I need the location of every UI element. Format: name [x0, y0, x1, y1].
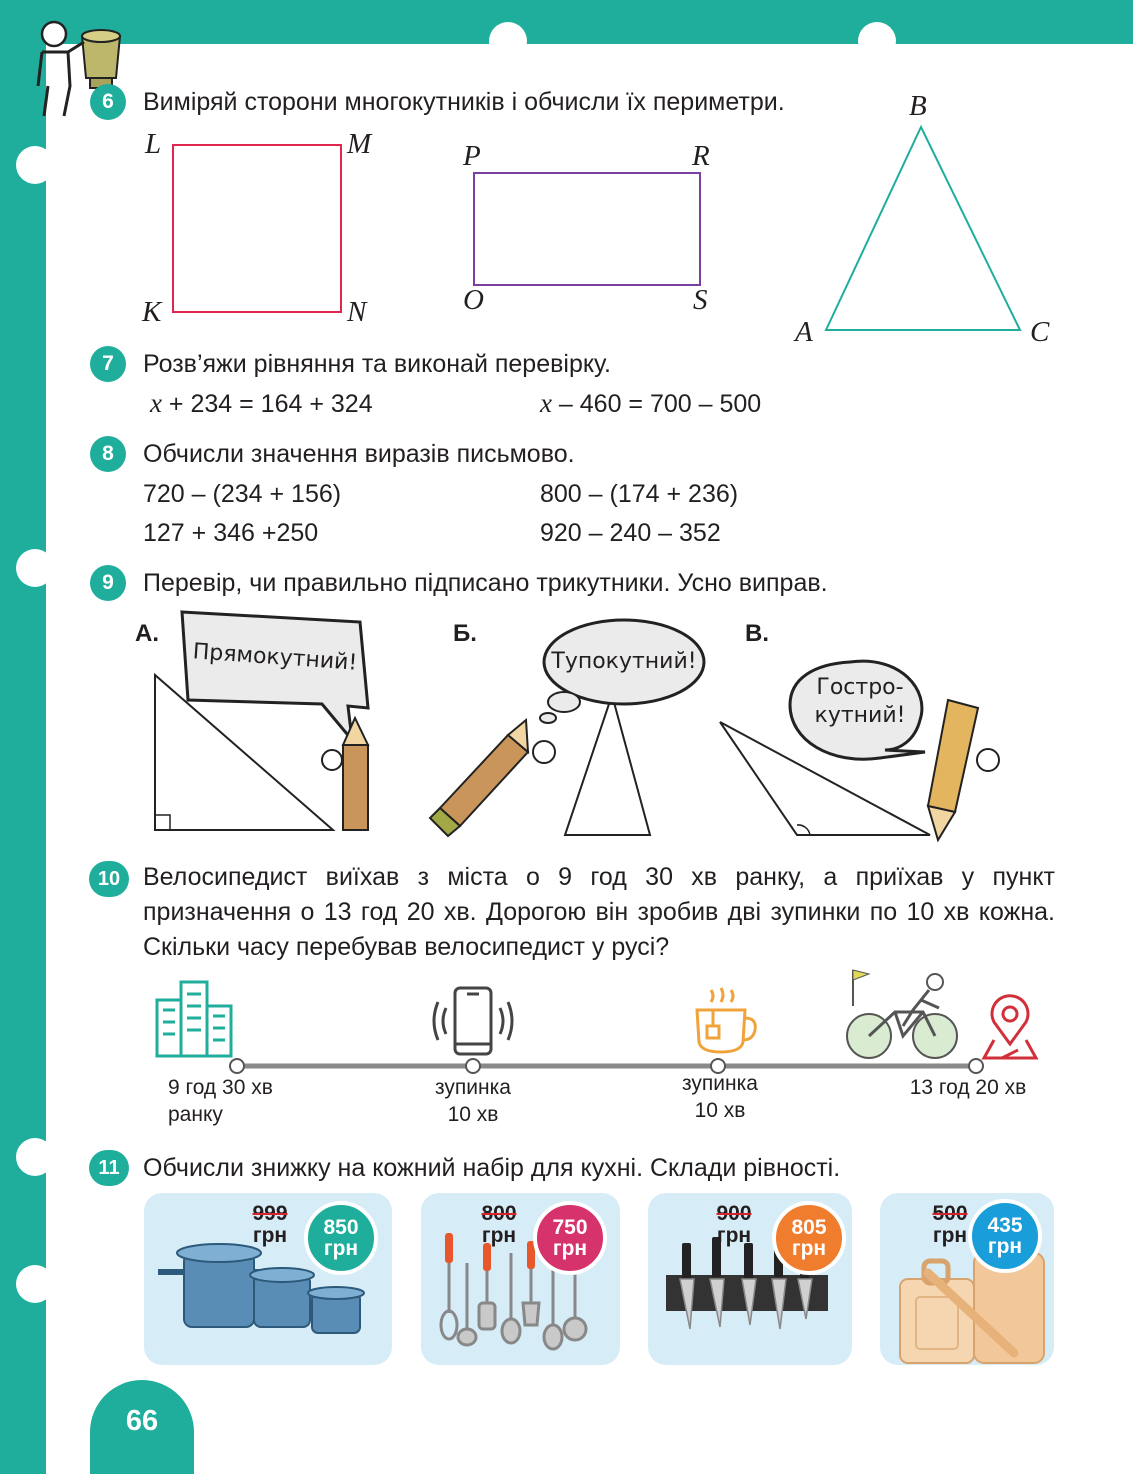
old-price: 999 грн	[252, 1202, 288, 1247]
vertex-label: K	[142, 296, 162, 328]
option-label: В.	[745, 620, 769, 647]
vertex-label: A	[795, 316, 813, 348]
vertex-label: S	[693, 284, 708, 316]
product-card	[648, 1193, 852, 1365]
old-price: 900 грн	[716, 1202, 752, 1247]
timeline-label: зупинка 10 хв	[682, 1072, 758, 1122]
speech-bubble-text: Тупокутний!	[551, 649, 697, 674]
vertex-label: M	[347, 128, 372, 160]
phone-icon	[432, 986, 514, 1056]
vertex-label: N	[347, 296, 367, 328]
task-number-badge: 10	[89, 861, 129, 897]
page-number: 66	[125, 1405, 159, 1437]
task-text: Виміряй сторони многокутників і обчисли їх периметри.	[143, 88, 785, 116]
expression: 720 – (234 + 156)	[143, 480, 342, 508]
expression: 127 + 346 +250	[143, 519, 319, 547]
task-number-badge: 11	[89, 1150, 129, 1186]
timeline-label: 13 год 20 хв	[909, 1076, 1027, 1099]
vertex-label: L	[145, 128, 162, 160]
vertex-label: C	[1030, 316, 1050, 348]
sale-price-badge: 850 грн	[304, 1201, 378, 1275]
old-price: 800 грн	[481, 1202, 517, 1247]
task-text: Обчисли знижку на кожний набір для кухні. Склади рівності.	[143, 1154, 841, 1182]
speech-bubble-text: Прямокутний!	[191, 639, 359, 676]
vertex-label: R	[692, 140, 710, 172]
option-label: А.	[135, 620, 159, 647]
product-card	[880, 1193, 1054, 1365]
product-card	[421, 1193, 620, 1365]
vertex-label: P	[463, 140, 481, 172]
task-text: Велосипедист виїхав з міста о 9 год 30 хв ранку, а приїхав у пункт призначення о 13 год 20 хв. Дорогою він зробив дві зупинки по 10 хв кожна. Скільки часу перебував велосипедист у русі?	[143, 863, 1055, 961]
task-text: Обчисли значення виразів письмово.	[143, 440, 575, 468]
old-price: 500 грн	[932, 1202, 968, 1247]
product-card	[144, 1193, 392, 1365]
expression: 920 – 240 – 352	[540, 519, 721, 547]
task-text: Розв’яжи рівняння та виконай перевірку.	[143, 350, 612, 378]
task-number-badge: 8	[90, 436, 126, 472]
task-number-badge: 6	[90, 84, 126, 120]
sale-price-badge: 805 грн	[772, 1201, 846, 1275]
cup-icon	[693, 986, 759, 1056]
timeline-label: зупинка 10 хв	[435, 1076, 511, 1126]
vertex-label: O	[463, 284, 484, 316]
city-icon	[155, 978, 235, 1058]
sale-price-badge: 750 грн	[533, 1201, 607, 1275]
vertex-label: B	[909, 90, 927, 122]
expression: 800 – (174 + 236)	[540, 480, 739, 508]
task-number-badge: 7	[90, 346, 126, 382]
task-number-badge: 9	[90, 565, 126, 601]
equation: x + 234 = 164 + 324	[150, 388, 373, 418]
task-text: Перевір, чи правильно підписано трикутники. Усно виправ.	[143, 569, 828, 597]
option-label: Б.	[453, 620, 477, 647]
location-icon	[982, 994, 1038, 1060]
sale-price-badge: 435 грн	[968, 1199, 1042, 1273]
cyclist-icon	[843, 966, 963, 1062]
equation: x – 460 = 700 – 500	[540, 388, 762, 418]
timeline-label: 9 год 30 хв ранку	[168, 1076, 273, 1126]
speech-bubble-text: Гостро- кутний!	[814, 675, 906, 728]
